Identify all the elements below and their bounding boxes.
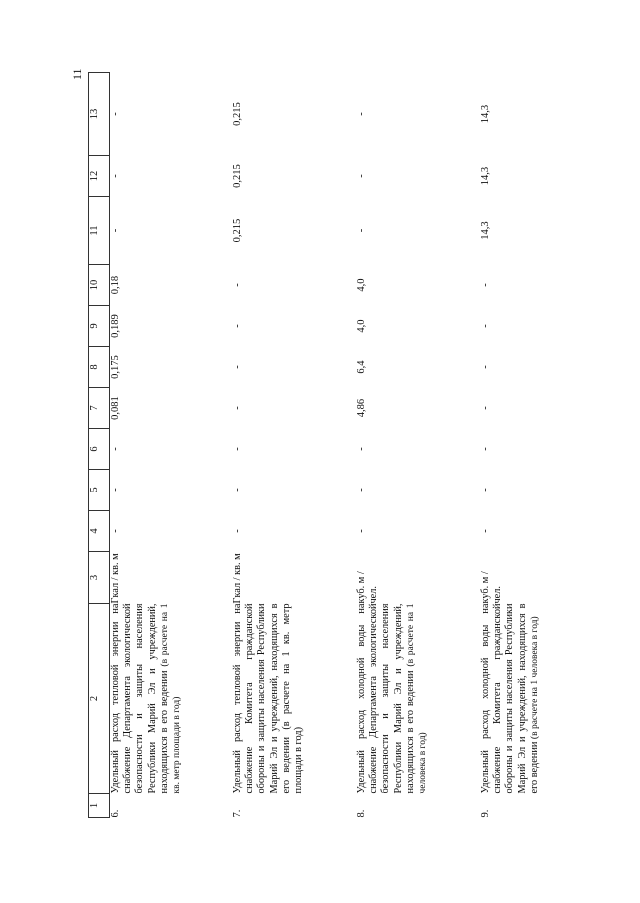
value-cell: 4,0 <box>356 278 367 292</box>
row-description <box>480 604 595 794</box>
header-cell: 8 <box>89 347 110 388</box>
row-unit: Гкал / кв. м <box>232 553 243 604</box>
value-cell: - <box>110 112 121 116</box>
value-cell: - <box>480 283 491 287</box>
value-cell: - <box>232 283 243 287</box>
table-row <box>480 73 595 818</box>
description-text: Удельный расход холодной воды на снабжение Комитета гражданской обороны и защиты населения Республики Марий Эл и учреждений, находящихся в его ведении <box>480 603 540 794</box>
row-unit: Гкал / кв. м <box>110 553 121 604</box>
header-cell: 2 <box>89 604 110 794</box>
row-number: 6. <box>110 809 121 818</box>
value-cell: 0,215 <box>232 164 243 188</box>
header-cell: 3 <box>89 552 110 604</box>
description-text: Удельный расход холодной воды на снабжение Департамента экологической безопасности и защиты населения Республики Марий Эл и учреждений, находящихся в его ведении <box>356 603 416 794</box>
value-cell: 14,3 <box>480 166 491 186</box>
value-cell: 6,4 <box>356 360 367 374</box>
header-cell: 1 <box>89 794 110 818</box>
header-cell: 12 <box>89 156 110 197</box>
value-cell: - <box>356 228 367 233</box>
table-row <box>110 73 233 818</box>
value-cell: 0,189 <box>110 314 121 338</box>
value-cell: - <box>356 529 367 533</box>
value-cell: - <box>110 529 121 533</box>
value-cell: - <box>232 365 243 369</box>
value-cell: 0,081 <box>110 396 121 420</box>
value-cell: - <box>232 324 243 328</box>
value-cell: 0,175 <box>110 355 121 379</box>
value-cell: 4,0 <box>356 319 367 333</box>
description-note: (в расчете на 1 человека в год) <box>405 603 429 794</box>
table-row <box>356 73 480 818</box>
value-cell: - <box>232 529 243 533</box>
row-description <box>356 604 480 794</box>
description-text: Удельный расход тепловой энергии на снабжение Комитета гражданской обороны и защиты населения Республики Марий Эл и учреждений, находящихся в его ведении (в расчете на 1 кв. метр площади в год) <box>232 603 305 794</box>
value-cell: - <box>480 365 491 369</box>
value-cell: 0,215 <box>232 218 243 243</box>
header-cell: 6 <box>89 429 110 470</box>
value-cell: - <box>232 488 243 492</box>
row-unit: куб. м / чел. <box>480 571 503 604</box>
value-cell: - <box>356 488 367 492</box>
row-unit: куб. м / чел. <box>356 571 379 604</box>
value-cell: - <box>480 488 491 492</box>
data-table <box>88 72 595 818</box>
value-cell: 4,86 <box>356 398 367 418</box>
value-cell: - <box>356 112 367 116</box>
row-number: 7. <box>232 809 243 818</box>
value-cell: - <box>356 174 367 178</box>
description-note: (в расчете на 1 кв. метр площади в год) <box>159 603 183 794</box>
header-row <box>89 73 110 818</box>
value-cell: - <box>110 174 121 178</box>
value-cell: - <box>232 447 243 451</box>
row-description <box>232 604 356 794</box>
header-cell: 11 <box>89 197 110 265</box>
value-cell: - <box>480 406 491 410</box>
value-cell: - <box>232 406 243 410</box>
value-cell: 0,18 <box>110 275 121 295</box>
header-cell: 5 <box>89 470 110 511</box>
description-note: (в расчете на 1 человека в год) <box>529 616 540 740</box>
header-cell: 7 <box>89 388 110 429</box>
page-number: 11 <box>70 68 84 80</box>
value-cell: - <box>480 529 491 533</box>
row-number: 9. <box>480 809 491 818</box>
value-cell: - <box>356 447 367 451</box>
description-text: Удельный расход тепловой энергии на снабжение Департамента экологической безопасности и защиты населения Республики Марий Эл и учреждений, находящихся в его ведении <box>110 603 170 794</box>
value-cell: - <box>480 324 491 328</box>
value-cell: - <box>110 447 121 451</box>
value-cell: - <box>110 228 121 233</box>
table-row <box>232 73 356 818</box>
row-number: 8. <box>356 809 367 818</box>
header-cell: 10 <box>89 265 110 306</box>
value-cell: 14,3 <box>480 104 491 124</box>
value-cell: - <box>110 488 121 492</box>
value-cell: - <box>480 447 491 451</box>
header-cell: 4 <box>89 511 110 552</box>
value-cell: 0,215 <box>232 102 243 126</box>
row-description <box>110 604 233 794</box>
header-cell: 13 <box>89 73 110 156</box>
header-cell: 9 <box>89 306 110 347</box>
value-cell: 14,3 <box>480 221 491 240</box>
